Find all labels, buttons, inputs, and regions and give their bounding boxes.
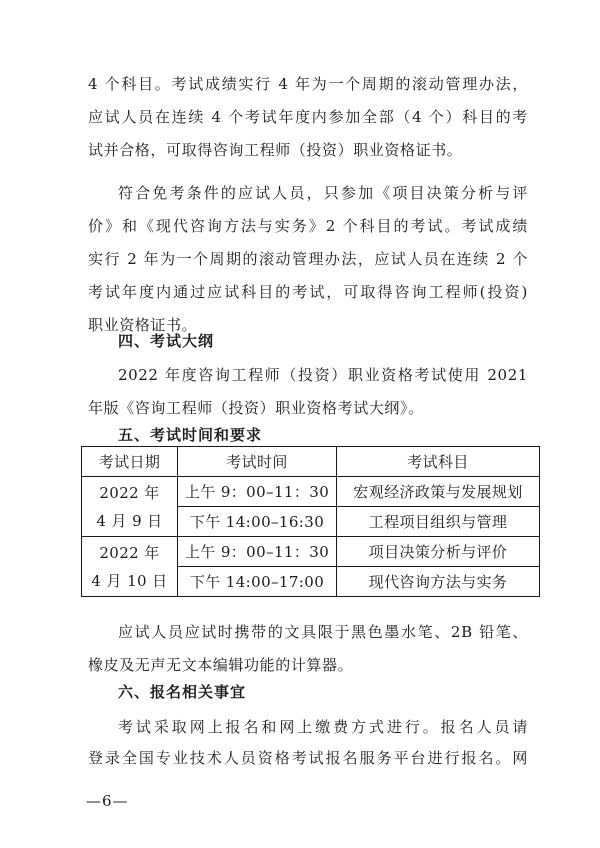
exam-subject-cell: 宏观经济政策与发展规划: [337, 477, 540, 507]
exam-date-year: 2022 年: [99, 543, 160, 562]
exam-date-cell: [82, 537, 178, 597]
paragraph-4-line-1: 应试人员应试时携带的文具限于黑色墨水笔、2B 铅笔、: [118, 623, 528, 641]
paragraph-2-line-1: 符合免考条件的应试人员，只参加《项目决策分析与评: [118, 184, 528, 202]
paragraph-2-line-2: 价》和《现代咨询方法与实务》2 个科目的考试。考试成绩: [88, 217, 528, 235]
page-number: —6—: [86, 792, 129, 810]
paragraph-1-line-2: 应试人员在连续 4 个考试年度内参加全部（4 个）科目的考: [88, 108, 528, 126]
paragraph-2-line-3: 实行 2 年为一个周期的滚动管理办法，应试人员在连续 2 个: [88, 250, 528, 268]
exam-time-cell: 上午 9：00–11：30: [178, 477, 337, 507]
paragraph-4-line-2: 橡皮及无声无文本编辑功能的计算器。: [88, 656, 354, 674]
exam-date-year: 2022 年: [99, 483, 160, 502]
paragraph-2-line-4: 考试年度内通过应试科目的考试，可取得咨询工程师(投资): [88, 283, 528, 301]
header-exam-date: 考试日期: [82, 447, 178, 477]
exam-time-cell: 下午 14:00–16:30: [178, 507, 337, 537]
exam-date-day: 4 月 9 日: [96, 511, 163, 530]
table-header-row: [82, 447, 540, 477]
paragraph-1-line-3: 试并合格，可取得咨询工程师（投资）职业资格证书。: [88, 141, 463, 159]
table-row: [82, 477, 540, 507]
paragraph-3-line-1: 2022 年度咨询工程师（投资）职业资格考试使用 2021: [118, 366, 528, 384]
exam-subject-cell: 现代咨询方法与实务: [337, 567, 540, 597]
header-exam-subject: 考试科目: [337, 447, 540, 477]
exam-date-day: 4 月 10 日: [91, 571, 168, 590]
section-6-heading: 六、报名相关事宜: [118, 683, 247, 701]
exam-subject-cell: 项目决策分析与评价: [337, 537, 540, 567]
exam-schedule-table: [81, 446, 540, 597]
section-5-heading: 五、考试时间和要求: [118, 426, 263, 444]
exam-subject-cell: 工程项目组织与管理: [337, 507, 540, 537]
paragraph-3-line-2: 年版《咨询工程师（投资）职业资格考试大纲》。: [88, 399, 424, 417]
exam-time-cell: 上午 9：00–11：30: [178, 537, 337, 567]
table-row: [82, 537, 540, 567]
paragraph-2-line-5: 职业资格证书。: [88, 316, 198, 334]
exam-date-cell: [82, 477, 178, 537]
paragraph-5-line-1: 考试采取网上报名和网上缴费方式进行。报名人员请: [118, 718, 528, 736]
section-4-heading: 四、考试大纲: [118, 332, 215, 350]
exam-time-cell: 下午 14:00–17:00: [178, 567, 337, 597]
header-exam-time: 考试时间: [178, 447, 337, 477]
paragraph-1-line-1: 4 个科目。考试成绩实行 4 年为一个周期的滚动管理办法，: [88, 75, 528, 93]
paragraph-5-line-2: 登录全国专业技术人员资格考试报名服务平台进行报名。网: [88, 749, 528, 767]
